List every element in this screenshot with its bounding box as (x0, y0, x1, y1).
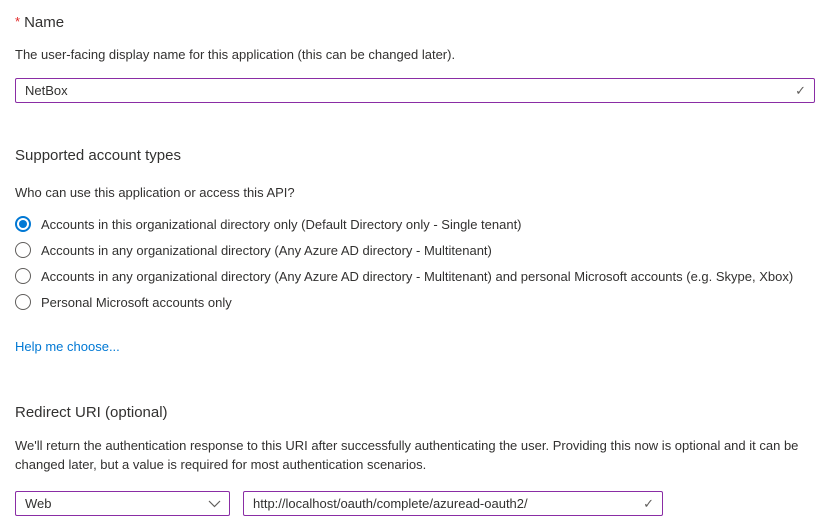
name-description: The user-facing display name for this application (this can be changed later). (15, 47, 456, 62)
radio-option-label: Personal Microsoft accounts only (41, 294, 232, 310)
redirect-uri-input[interactable] (243, 491, 663, 516)
radio-option-personal-only[interactable] (15, 289, 815, 315)
radio-option-multitenant[interactable] (15, 237, 815, 263)
name-section-title (15, 12, 815, 33)
radio-button-icon[interactable] (15, 216, 31, 232)
account-types-title: Supported account types (15, 147, 181, 164)
radio-button-icon[interactable] (15, 294, 31, 310)
chevron-down-icon (208, 499, 221, 508)
help-me-choose-link[interactable]: Help me choose... (15, 339, 120, 354)
account-types-section (15, 146, 815, 356)
redirect-uri-title: Redirect URI (optional) (15, 404, 168, 421)
valid-check-icon: ✓ (643, 495, 654, 511)
platform-select-value: Web (25, 496, 52, 511)
radio-option-single-tenant[interactable] (15, 211, 815, 237)
radio-button-icon[interactable] (15, 268, 31, 284)
radio-button-icon[interactable] (15, 242, 31, 258)
platform-select[interactable] (15, 491, 230, 516)
radio-option-label: Accounts in this organizational directory only (Default Directory only - Single tenant) (41, 216, 522, 232)
radio-option-label: Accounts in any organizational directory (Any Azure AD directory - Multitenant) and personal Microsoft accounts (e.g. Skype, Xbox) (41, 268, 794, 284)
redirect-uri-description: We'll return the authentication response to this URI after successfully authenticating the user. Providing this now is optional and it can be changed later, but a value is required for most authentication scenarios. (15, 438, 799, 472)
account-type-radio-group (15, 211, 815, 315)
redirect-uri-field-wrap (243, 491, 663, 516)
name-field-wrap (15, 78, 815, 103)
name-section (15, 12, 815, 103)
redirect-uri-section (15, 403, 815, 516)
account-types-question: Who can use this application or access this API? (15, 185, 295, 200)
radio-option-label: Accounts in any organizational directory (Any Azure AD directory - Multitenant) (41, 242, 492, 258)
name-title-text: Name (24, 14, 65, 31)
required-asterisk: * (15, 14, 21, 29)
valid-check-icon: ✓ (795, 82, 806, 98)
name-input[interactable] (15, 78, 815, 103)
redirect-uri-row (15, 491, 815, 516)
radio-option-multitenant-personal[interactable] (15, 263, 815, 289)
